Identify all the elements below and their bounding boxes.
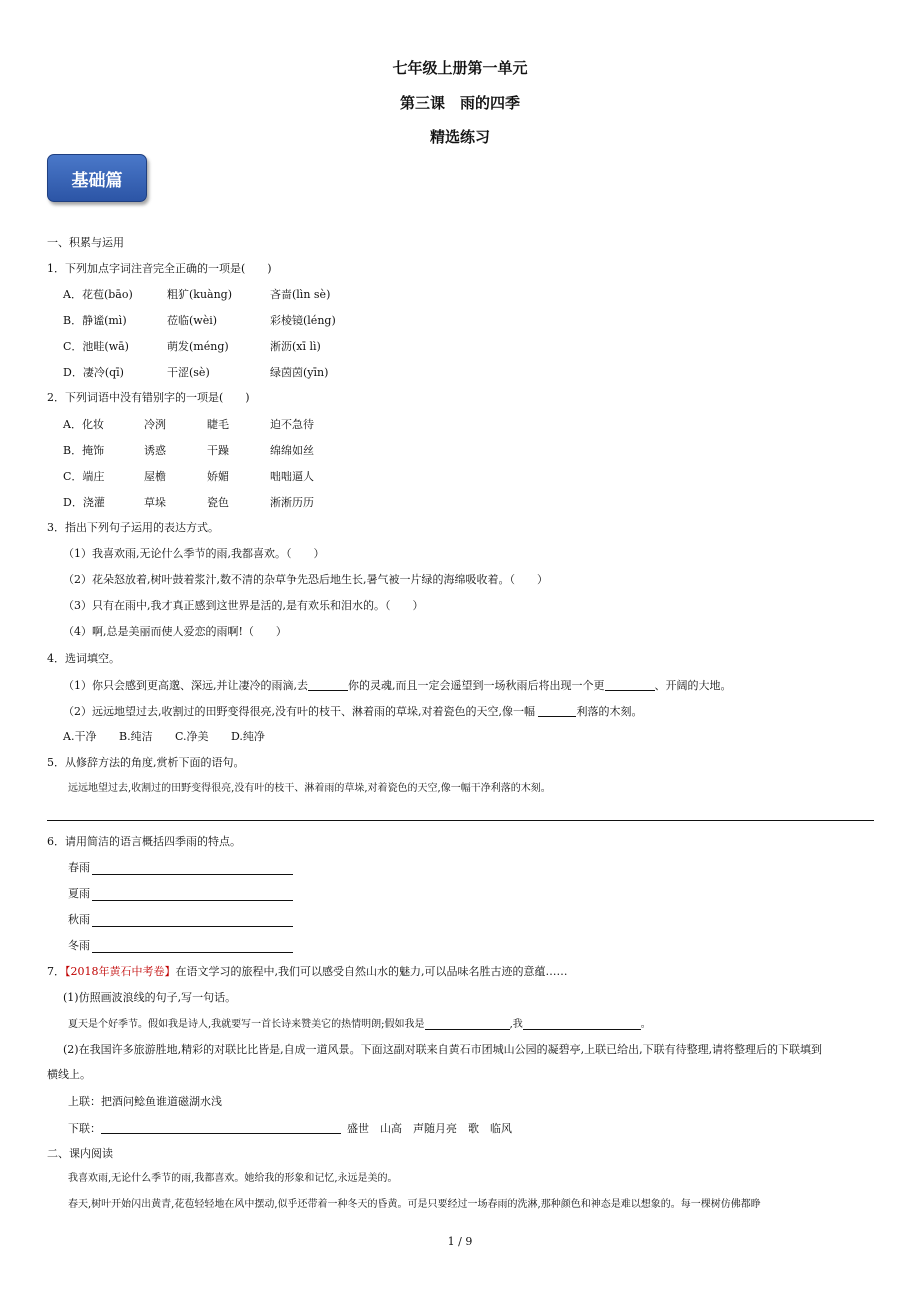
q1-option-d-2: 干涩(sè)	[167, 366, 210, 379]
q4-blank-1[interactable]	[308, 679, 348, 691]
question-3: 3．指出下列句子运用的表达方式。	[47, 521, 219, 534]
answer-line[interactable]	[47, 820, 874, 821]
q1-option-a-3: 吝啬(lìn sè)	[270, 288, 331, 301]
question-4: 4．选词填空。	[47, 652, 120, 665]
q2-option-c-4: 咄咄逼人	[270, 470, 314, 483]
q2-option-c: C．端庄	[63, 470, 105, 483]
q6-label-spring: 春雨	[68, 861, 90, 874]
q6-label-autumn: 秋雨	[68, 913, 90, 926]
q7-sub-1: (1)仿照画波浪线的句子,写一句话。	[63, 991, 237, 1004]
section-heading-1: 一、积累与运用	[47, 236, 124, 249]
q7-blank-2[interactable]	[523, 1018, 641, 1030]
q1-option-b-2: 莅临(wèi)	[167, 314, 218, 327]
q7-upper-couplet: 上联：把酒问鲶鱼谁道磁湖水浅	[68, 1095, 222, 1108]
q3-item-4: （4）啊,总是美丽而使人爱恋的雨啊!（ ）	[63, 625, 287, 638]
question-1: 1．下列加点字词注音完全正确的一项是( )	[47, 262, 272, 275]
q2-option-b: B．掩饰	[63, 444, 105, 457]
q2-option-b-2: 诱惑	[144, 444, 166, 457]
q7-sub-1-text	[68, 1018, 651, 1030]
exercise-title: 精选练习	[429, 128, 490, 146]
q2-option-d-3: 瓷色	[207, 496, 229, 509]
q6-label-summer: 夏雨	[68, 887, 90, 900]
reading-paragraph-1: 我喜欢雨,无论什么季节的雨,我都喜欢。她给我的形象和记忆,永远是美的。	[68, 1173, 398, 1184]
q4-item-2-text-a: （2）远远地望过去,收割过的田野变得很亮,没有叶的枝干、淋着雨的草垛,对着瓷色的天空,像一幅	[63, 705, 539, 718]
q4-blank-3[interactable]	[538, 705, 576, 717]
q2-option-b-3: 干躁	[207, 444, 229, 457]
q1-option-b-3: 彩棱镜(léng)	[270, 314, 336, 327]
q2-option-d-4: 淅淅历历	[270, 496, 314, 509]
q1-option-c-3: 淅沥(xī lì)	[270, 340, 321, 353]
doc-title: 七年级上册第一单元	[392, 59, 528, 77]
q6-blank-autumn[interactable]	[92, 926, 293, 927]
q7-source-tag: 【2018年黄石中考卷】	[65, 965, 176, 978]
page-number: 1 / 9	[447, 1235, 473, 1248]
question-7	[47, 966, 568, 977]
q2-option-b-4: 绵绵如丝	[270, 444, 314, 457]
q6-label-winter: 冬雨	[68, 939, 90, 952]
reading-paragraph-2: 春天,树叶开始闪出黄青,花苞轻轻地在风中摆动,似乎还带着一种冬天的昏黄。可是只要经过一场春雨的洗淋,那种颜色和神态是难以想象的。每一棵树仿佛都睁	[68, 1199, 761, 1210]
q7-sub-2-cont: 横线上。	[47, 1068, 91, 1081]
q1-option-d-3: 绿茵茵(yīn)	[270, 366, 329, 379]
q7-blank-1[interactable]	[425, 1018, 510, 1030]
q2-option-a-4: 迫不急待	[270, 418, 314, 431]
q4-item-1-text-a: （1）你只会感到更高邈、深远,并让凄冷的雨滴,去	[63, 679, 308, 692]
q3-item-2: （2）花朵怒放着,树叶鼓着浆汁,数不清的杂草争先恐后地生长,暑气被一片绿的海绵吸收着。（ ）	[63, 573, 548, 586]
q7-number: 7．	[47, 965, 65, 978]
q4-blank-2[interactable]	[605, 679, 655, 691]
lesson-title: 第三课 雨的四季	[399, 94, 520, 112]
q4-option-a: A.干净	[63, 730, 97, 743]
q1-option-a: A．花苞(bāo)	[63, 288, 133, 301]
q4-item-1-text-b: 你的灵魂,而且一定会遥望到一场秋雨后将出现一个更	[348, 679, 605, 692]
question-5: 5．从修辞方法的角度,赏析下面的语句。	[47, 756, 245, 769]
section-heading-2: 二、课内阅读	[47, 1147, 113, 1160]
q4-item-2-text-b: 利落的木刻。	[576, 705, 643, 718]
q7-sub-1-text-a: 夏天是个好季节。假如我是诗人,我就要写一首长诗来赞美它的热情明朗;假如我是	[68, 1019, 425, 1030]
question-6: 6．请用简洁的语言概括四季雨的特点。	[47, 835, 241, 848]
q7-lower-words: 盛世 山高 声随月亮 歌 临风	[347, 1122, 512, 1135]
q6-blank-spring[interactable]	[92, 874, 293, 875]
q2-option-d-2: 草垛	[144, 496, 166, 509]
q6-blank-winter[interactable]	[92, 952, 293, 953]
q7-lower-label: 下联：	[68, 1122, 101, 1135]
q1-option-a-2: 粗犷(kuàng)	[167, 288, 233, 301]
q7-sub-1-text-c: 。	[640, 1019, 651, 1030]
q7-sub-2: (2)在我国许多旅游胜地,精彩的对联比比皆是,自成一道风景。下面这副对联来自黄石市团城山公园的凝碧亭,上联已给出,下联有待整理,请将整理后的下联填到	[63, 1043, 823, 1056]
q3-item-3: （3）只有在雨中,我才真正感到这世界是活的,是有欢乐和泪水的。（ ）	[63, 599, 424, 612]
q7-lower-blank[interactable]	[101, 1122, 341, 1134]
q7-sub-1-text-b: ,我	[509, 1019, 523, 1030]
q4-options	[63, 731, 287, 742]
q7-lower-couplet	[68, 1122, 512, 1134]
q4-option-d: D.纯净	[231, 730, 265, 743]
q5-quote: 远远地望过去,收割过的田野变得很亮,没有叶的枝干、淋着雨的草垛,对着瓷色的天空,像一幅干净利落的木刻。	[68, 783, 551, 794]
q4-option-c: C.净美	[175, 730, 209, 743]
q2-option-a-3: 睫毛	[207, 418, 229, 431]
q1-option-c: C．池畦(wā)	[63, 340, 129, 353]
q6-blank-summer[interactable]	[92, 900, 293, 901]
q2-option-c-3: 娇媚	[207, 470, 229, 483]
q2-option-d: D．浇灌	[63, 496, 105, 509]
q1-option-c-2: 萌发(méng)	[167, 340, 229, 353]
q4-item-1-text-c: 、开阔的大地。	[654, 679, 732, 692]
basic-section-badge: 基础篇	[47, 154, 147, 202]
q4-item-1	[63, 679, 732, 691]
q2-option-c-2: 屋檐	[144, 470, 166, 483]
question-2: 2．下列词语中没有错别字的一项是( )	[47, 391, 250, 404]
q3-item-1: （1）我喜欢雨,无论什么季节的雨,我都喜欢。（ ）	[63, 547, 325, 560]
q4-item-2	[63, 705, 642, 717]
q1-option-b: B．静谧(mì)	[63, 314, 127, 327]
q7-stem: 在语文学习的旅程中,我们可以感受自然山水的魅力,可以品味名胜古迹的意蕴……	[175, 965, 568, 978]
q2-option-a-2: 冷洌	[144, 418, 166, 431]
q1-option-d: D．凄冷(qī)	[63, 366, 124, 379]
q2-option-a: A．化妆	[63, 418, 104, 431]
q4-option-b: B.纯洁	[119, 730, 153, 743]
